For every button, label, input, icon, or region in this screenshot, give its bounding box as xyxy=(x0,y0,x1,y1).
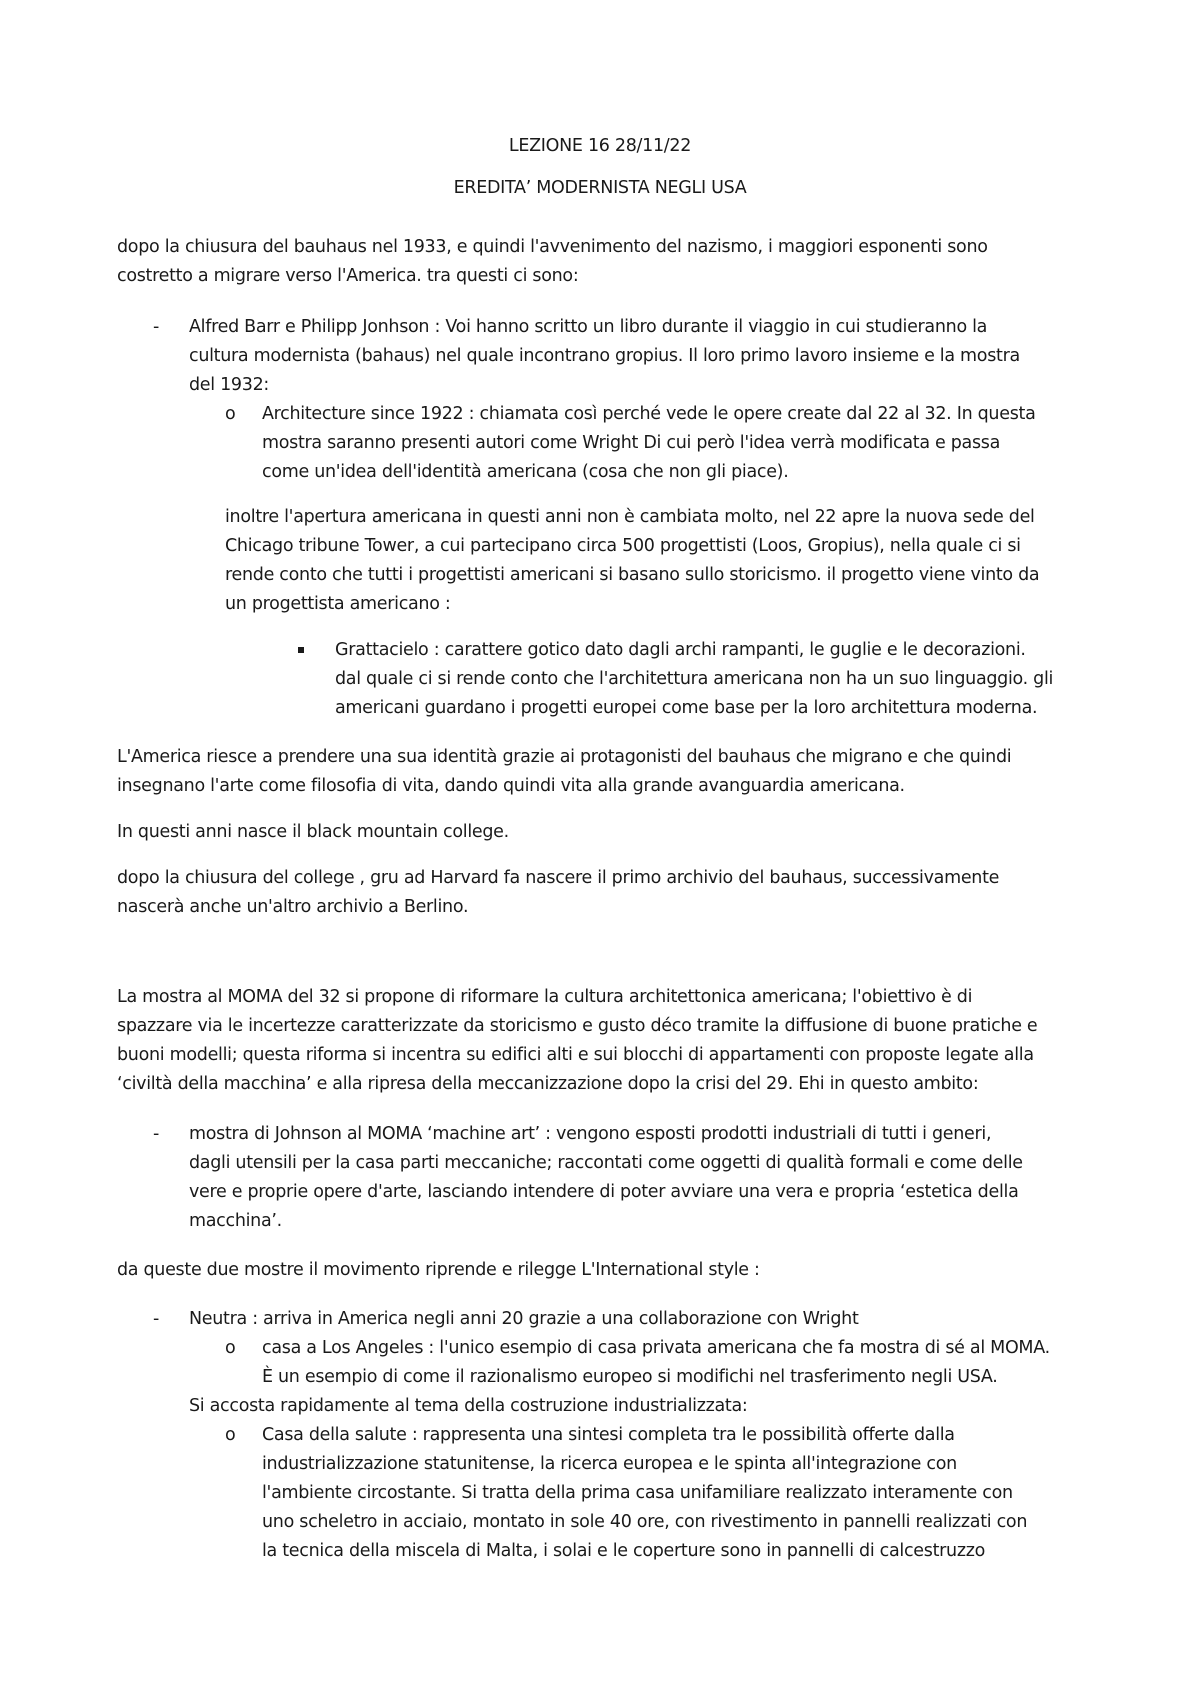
paragraph-line: rende conto che tutti i progettisti americani si basano sullo storicismo. il progetto viene vinto da xyxy=(225,565,1040,585)
paragraph-line: dopo la chiusura del bauhaus nel 1933, e quindi l'avvenimento del nazismo, i maggiori esponenti sono xyxy=(117,237,988,257)
bullet-line: Si accosta rapidamente al tema della costruzione industrializzata: xyxy=(189,1396,748,1416)
paragraph-line: un progettista americano : xyxy=(225,594,451,614)
dash-bullet: - xyxy=(153,1309,160,1329)
bullet-line: macchina’. xyxy=(189,1211,282,1231)
paragraph-line: nascerà anche un'altro archivio a Berlino. xyxy=(117,897,469,917)
sub-bullet-line: l'ambiente circostante. Si tratta della prima casa unifamiliare realizzato interamente con xyxy=(262,1483,1013,1503)
paragraph-line: dopo la chiusura del college , gru ad Harvard fa nascere il primo archivio del bauhaus, successivamente xyxy=(117,868,1000,888)
bullet-line: dal quale ci si rende conto che l'architettura americana non ha un suo linguaggio. gli xyxy=(335,669,1054,689)
sub-bullet-line: mostra saranno presenti autori come Wright Di cui però l'idea verrà modificata e passa xyxy=(262,433,1001,453)
paragraph-line: In questi anni nasce il black mountain college. xyxy=(117,822,509,842)
bullet-line: mostra di Johnson al MOMA ‘machine art’ : vengono esposti prodotti industriali di tutti i generi, xyxy=(189,1124,992,1144)
sub-bullet-line: industrializzazione statunitense, la ricerca europea e le spinta all'integrazione con xyxy=(262,1454,957,1474)
bullet-line: dagli utensili per la casa parti meccaniche; raccontati come oggetti di qualità formali e come delle xyxy=(189,1153,1023,1173)
paragraph-line: La mostra al MOMA del 32 si propone di riformare la cultura architettonica americana; l'obiettivo è di xyxy=(117,987,973,1007)
bullet-line: Neutra : arriva in America negli anni 20 grazie a una collaborazione con Wright xyxy=(189,1309,859,1329)
bullet-line: vere e proprie opere d'arte, lasciando intendere di poter avviare una vera e propria ‘estetica della xyxy=(189,1182,1019,1202)
bullet-line: del 1932: xyxy=(189,375,270,395)
circle-bullet: o xyxy=(225,404,236,424)
dash-bullet: - xyxy=(153,1124,160,1144)
sub-bullet-line: È un esempio di come il razionalismo europeo si modifichi nel trasferimento negli USA. xyxy=(262,1367,998,1387)
paragraph-line: Chicago tribune Tower, a cui partecipano circa 500 progettisti (Loos, Gropius), nella quale ci si xyxy=(225,536,1021,556)
sub-bullet-line: casa a Los Angeles : l'unico esempio di casa privata americana che fa mostra di sé al MOMA. xyxy=(262,1338,1050,1358)
bullet-line: cultura modernista (bahaus) nel quale incontrano gropius. Il loro primo lavoro insieme e la mostra xyxy=(189,346,1020,366)
paragraph-line: buoni modelli; questa riforma si incentra su edifici alti e sui blocchi di appartamenti con proposte legate alla xyxy=(117,1045,1034,1065)
bullet-line: americani guardano i progetti europei come base per la loro architettura moderna. xyxy=(335,698,1038,718)
paragraph-line: costretto a migrare verso l'America. tra questi ci sono: xyxy=(117,266,579,286)
square-bullet xyxy=(298,647,304,653)
sub-bullet-line: Architecture since 1922 : chiamata così perché vede le opere create dal 22 al 32. In questa xyxy=(262,404,1036,424)
sub-bullet-line: Casa della salute : rappresenta una sintesi completa tra le possibilità offerte dalla xyxy=(262,1425,955,1445)
paragraph-line: da queste due mostre il movimento riprende e rilegge L'International style : xyxy=(117,1260,760,1280)
sub-bullet-line: come un'idea dell'identità americana (cosa che non gli piace). xyxy=(262,462,789,482)
dash-bullet: - xyxy=(153,317,160,337)
circle-bullet: o xyxy=(225,1338,236,1358)
paragraph-line: insegnano l'arte come filosofia di vita, dando quindi vita alla grande avanguardia americana. xyxy=(117,776,905,796)
bullet-line: Grattacielo : carattere gotico dato dagli archi rampanti, le guglie e le decorazioni. xyxy=(335,640,1026,660)
paragraph-line: spazzare via le incertezze caratterizzate da storicismo e gusto déco tramite la diffusione di buone pratiche e xyxy=(117,1016,1038,1036)
document-subtitle: EREDITA’ MODERNISTA NEGLI USA xyxy=(453,178,747,198)
bullet-line: Alfred Barr e Philipp Jonhson : Voi hanno scritto un libro durante il viaggio in cui studieranno la xyxy=(189,317,988,337)
paragraph-line: ‘civiltà della macchina’ e alla ripresa della meccanizzazione dopo la crisi del 29. Ehi in questo ambito: xyxy=(117,1074,979,1094)
paragraph-line: L'America riesce a prendere una sua identità grazie ai protagonisti del bauhaus che migrano e che quindi xyxy=(117,747,1012,767)
circle-bullet: o xyxy=(225,1425,236,1445)
document-title: LEZIONE 16 28/11/22 xyxy=(508,136,692,156)
sub-bullet-line: la tecnica della miscela di Malta, i solai e le coperture sono in pannelli di calcestruzzo xyxy=(262,1541,986,1561)
sub-bullet-line: uno scheletro in acciaio, montato in sole 40 ore, con rivestimento in pannelli realizzati con xyxy=(262,1512,1028,1532)
paragraph-line: inoltre l'apertura americana in questi anni non è cambiata molto, nel 22 apre la nuova sede del xyxy=(225,507,1035,527)
